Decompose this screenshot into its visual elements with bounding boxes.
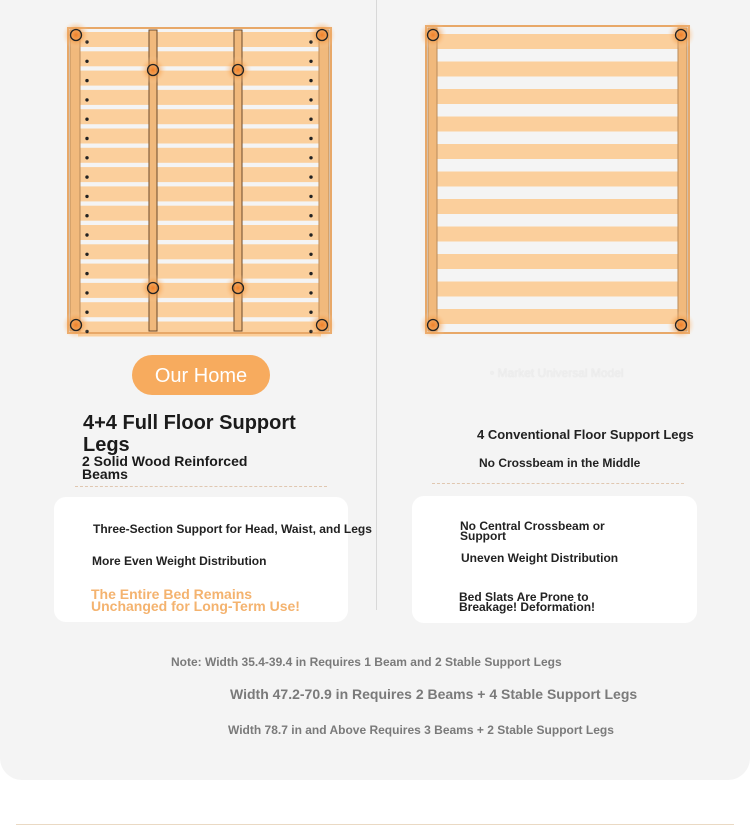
slat xyxy=(78,322,321,337)
left-feature-1: Three-Section Support for Head, Waist, and Legs xyxy=(93,522,372,536)
leg-glow xyxy=(62,311,90,339)
leg-glow xyxy=(420,311,447,339)
right-feature-card xyxy=(412,496,697,623)
slat xyxy=(78,302,321,317)
left-feature-3: The Entire Bed Remains Unchanged for Long-Term Use! xyxy=(91,586,300,614)
slat xyxy=(436,89,678,104)
slat xyxy=(78,71,321,86)
note-line-2: Width 47.2-70.9 in Requires 2 Beams + 4 Stable Support Legs xyxy=(230,686,638,702)
right-divider xyxy=(432,483,684,484)
screw-dot-icon xyxy=(85,291,88,294)
slat xyxy=(436,117,678,132)
slat xyxy=(78,148,321,163)
leg-glow xyxy=(667,311,695,339)
screw-dot-icon xyxy=(85,195,88,198)
left-feature-card xyxy=(54,497,372,622)
screw-dot-icon xyxy=(85,214,88,217)
screw-dot-icon xyxy=(85,156,88,159)
screw-dot-icon xyxy=(309,60,312,63)
screw-dot-icon xyxy=(309,253,312,256)
note-line-1: Note: Width 35.4-39.4 in Requires 1 Beam and 2 Stable Support Legs xyxy=(171,655,562,669)
screw-dot-icon xyxy=(309,156,312,159)
left-divider xyxy=(75,486,327,487)
slat xyxy=(436,282,678,297)
screw-dot-icon xyxy=(85,98,88,101)
screw-dot-icon xyxy=(85,175,88,178)
leg-glow xyxy=(224,56,252,84)
screw-dot-icon xyxy=(309,291,312,294)
leg-glow xyxy=(139,274,167,302)
slat xyxy=(436,199,678,214)
slat xyxy=(436,144,678,159)
bed-svg-left xyxy=(60,22,340,342)
slat xyxy=(436,62,678,77)
slat xyxy=(436,309,678,324)
slat xyxy=(78,186,321,201)
left-subtitle: 2 Solid Wood Reinforced Beams xyxy=(82,453,248,482)
leg-glow xyxy=(139,56,167,84)
leg-glow xyxy=(308,22,336,49)
screw-dot-icon xyxy=(85,311,88,314)
slat xyxy=(78,206,321,221)
screw-dot-icon xyxy=(309,175,312,178)
right-feature-2: Uneven Weight Distribution xyxy=(461,551,619,565)
right-feature-3: Bed Slats Are Prone to Breakage! Deformation! xyxy=(459,590,596,614)
left-feature-2: More Even Weight Distribution xyxy=(92,554,267,568)
screw-dot-icon xyxy=(85,79,88,82)
slat xyxy=(436,227,678,242)
slat xyxy=(78,51,321,66)
bed-illustration-left xyxy=(60,22,340,342)
slat xyxy=(78,283,321,298)
slat xyxy=(78,90,321,105)
right-feature-1: No Central Crossbeam or Support xyxy=(460,519,605,543)
screw-dot-icon xyxy=(85,272,88,275)
leg-glow xyxy=(667,22,695,49)
screw-dot-icon xyxy=(309,79,312,82)
screw-dot-icon xyxy=(309,137,312,140)
slat xyxy=(436,34,678,49)
bed-illustration-right xyxy=(420,22,695,342)
screw-dot-icon xyxy=(309,233,312,236)
screw-dot-icon xyxy=(309,214,312,217)
market-model-label: • Market Universal Model xyxy=(490,366,624,380)
screw-dot-icon xyxy=(309,272,312,275)
slat xyxy=(436,254,678,269)
screw-dot-icon xyxy=(309,98,312,101)
slat xyxy=(78,244,321,259)
bed-svg-right xyxy=(420,22,695,342)
screw-dot-icon xyxy=(309,195,312,198)
slat xyxy=(78,264,321,279)
right-title: 4 Conventional Floor Support Legs xyxy=(477,427,694,442)
leg-glow xyxy=(308,311,336,339)
screw-dot-icon xyxy=(309,118,312,121)
screw-dot-icon xyxy=(85,233,88,236)
screw-dot-icon xyxy=(85,137,88,140)
slat xyxy=(78,129,321,144)
right-subtitle: No Crossbeam in the Middle xyxy=(479,456,641,470)
slat xyxy=(78,109,321,124)
our-home-button[interactable]: Our Home xyxy=(132,355,270,395)
note-line-3: Width 78.7 in and Above Requires 3 Beams + 2 Stable Support Legs xyxy=(228,723,614,737)
leg-glow xyxy=(62,22,90,49)
screw-dot-icon xyxy=(309,311,312,314)
slat xyxy=(436,172,678,187)
screw-dot-icon xyxy=(85,60,88,63)
left-title: 4+4 Full Floor Support Legs xyxy=(83,412,296,456)
slat xyxy=(78,225,321,240)
slat xyxy=(78,167,321,182)
leg-glow xyxy=(224,274,252,302)
screw-dot-icon xyxy=(85,253,88,256)
screw-dot-icon xyxy=(85,118,88,121)
slat xyxy=(78,32,321,47)
center-divider xyxy=(376,0,377,610)
